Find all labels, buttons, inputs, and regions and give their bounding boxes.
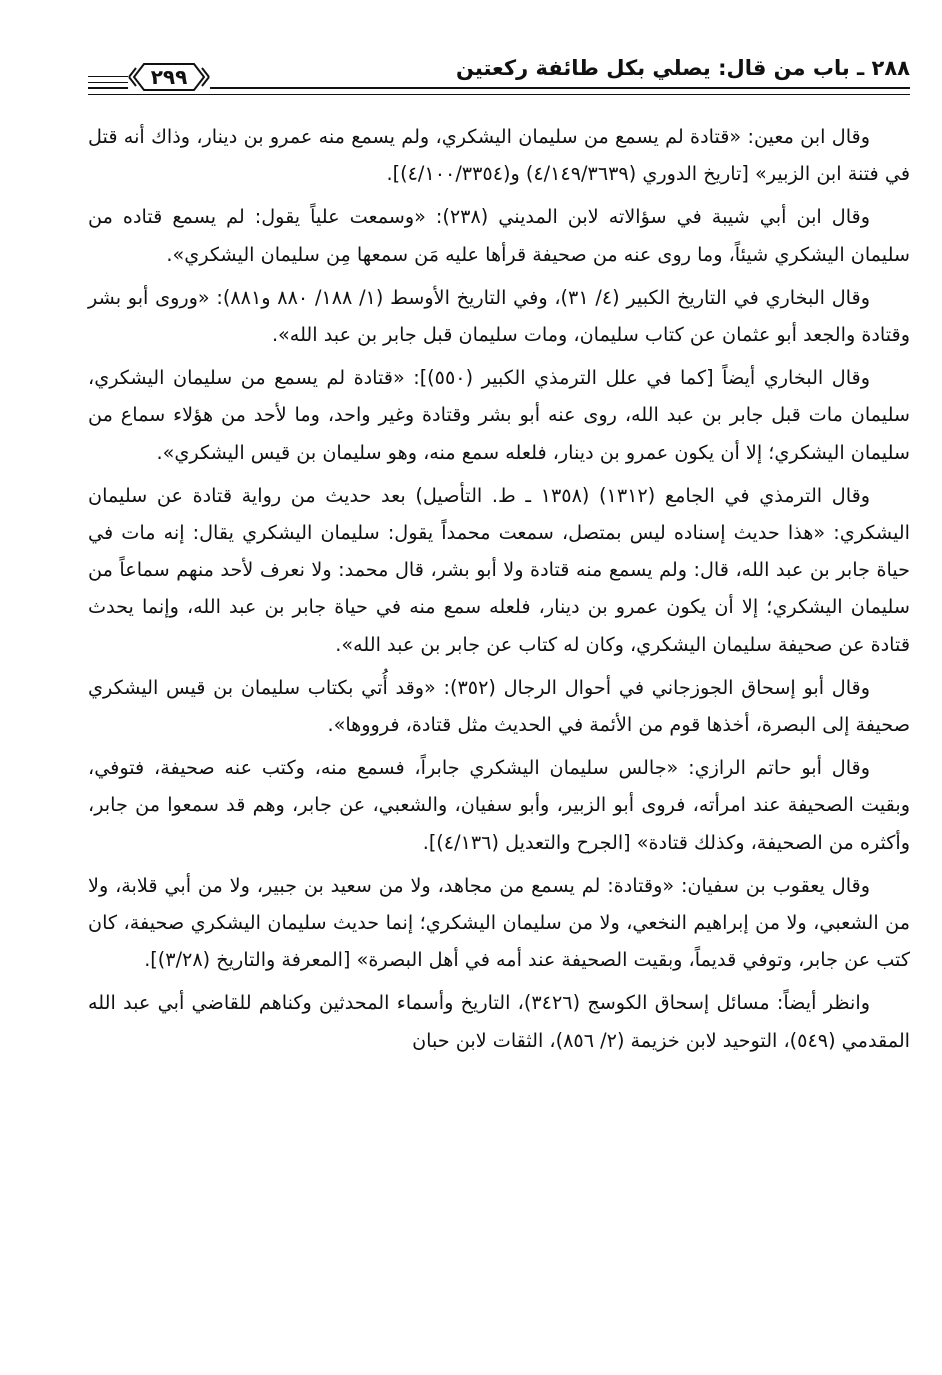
paragraph: وقال ابن معين: «قتادة لم يسمع من سليمان اليشكري، ولم يسمع منه عمرو بن دينار، وذاك أنه قتل في فتنة ابن الزبير» [تاريخ الدوري (٤/١٤٩/٣٦٣٩) و(٤/١٠٠/٣٣٥٤)]. (88, 125, 910, 186)
paragraph: وقال ابن أبي شيبة في سؤالاته لابن المديني (٢٣٨): «وسمعت علياً يقول: لم يسمع قتاده من سليمان اليشكري شيئاً، وما روى عنه من صحيفة قرأها عليه مَن سمعها مِن سليمان اليشكري». (88, 205, 910, 266)
paragraph: وقال أبو حاتم الرازي: «جالس سليمان اليشكري جابراً، فسمع منه، وكتب عنه صحيفة، فتوفي، وبقيت الصحيفة عند امرأته، فروى أبو الزبير، وأبو سفيان، والشعبي، عن جابر، وهم قد سمعوا من جابر، وأكثره من الصحيفة، وكذلك قتادة» [الجرح والتعديل (٤/١٣٦)]. (88, 756, 910, 854)
paragraph: وقال الترمذي في الجامع (١٣١٢) (١٣٥٨ ـ ط. التأصيل) بعد حديث من رواية قتادة عن سليمان اليشكري: «هذا حديث إسناده ليس بمتصل، سمعت محمداً يقول: سليمان اليشكري يقال: إنه مات في حياة جابر بن عبد الله، قال: ولم يسمع منه قتادة ولا أبو بشر، قال محمد: ولا نعرف لأحد منهم سماعاً من سليمان اليشكري؛ إلا أن يكون عمرو بن دينار، فلعله سمع منه في حياة جابر بن عبد الله، وإنما يحدث قتادة عن صحيفة سليمان اليشكري، وكان له كتاب عن جابر بن عبد الله». (88, 483, 910, 656)
header-rule-left (88, 76, 128, 83)
main-text (88, 118, 910, 1065)
running-header (88, 48, 910, 102)
page-number-ornament (128, 60, 210, 94)
paragraph: وقال يعقوب بن سفيان: «وقتادة: لم يسمع من مجاهد، ولا من سعيد بن جبير، ولا من أبي قلابة، ولا من الشعبي، ولا من إبراهيم النخعي، ولا من سليمان اليشكري؛ إنما حديث سليمان اليشكري صحيفة، كان كتب عن جابر، وتوفي قديماً، وبقيت الصحيفة عند أمه في أهل البصرة» [المعرفة والتاريخ (٣/٢٨)]. (88, 873, 910, 972)
chapter-title: ٢٨٨ ـ باب من قال: يصلي بكل طائفة ركعتين (456, 56, 910, 80)
paragraph: وانظر أيضاً: مسائل إسحاق الكوسج (٣٤٢٦)، التاريخ وأسماء المحدثين وكناهم للقاضي أبي عبد الله المقدمي (٥٤٩)، التوحيد لابن خزيمة (٢/ ٨٥٦)، الثقات لابن حبان (88, 991, 910, 1052)
paragraph: وقال أبو إسحاق الجوزجاني في أحوال الرجال (٣٥٢): «وقد أُتي بكتاب سليمان بن قيس اليشكري صحيفة إلى البصرة، أخذها قوم من الأئمة في الحديث مثل قتادة، فرووها». (88, 675, 910, 737)
paragraph: وقال البخاري أيضاً [كما في علل الترمذي الكبير (٥٥٠)]: «قتادة لم يسمع من سليمان اليشكري، سليمان مات قبل جابر بن عبد الله، روى عنه أبو بشر وقتادة وغير واحد، وما لأحد من هؤلاء سماع من سليمان اليشكري؛ إلا أن يكون عمرو بن دينار، فلعله سمع منه، وهو سليمان بن قيس اليشكري». (88, 366, 910, 464)
header-rule (88, 87, 910, 95)
page-number: ٢٩٩ (150, 65, 188, 89)
paragraph: وقال البخاري في التاريخ الكبير (٤/ ٣١)، وفي التاريخ الأوسط (١/ ١٨٨/ ٨٨٠ و٨٨١): «وروى أبو بشر وقتادة والجعد أبو عثمان عن كتاب سليمان، ومات سليمان قبل جابر بن عبد الله». (88, 285, 910, 347)
